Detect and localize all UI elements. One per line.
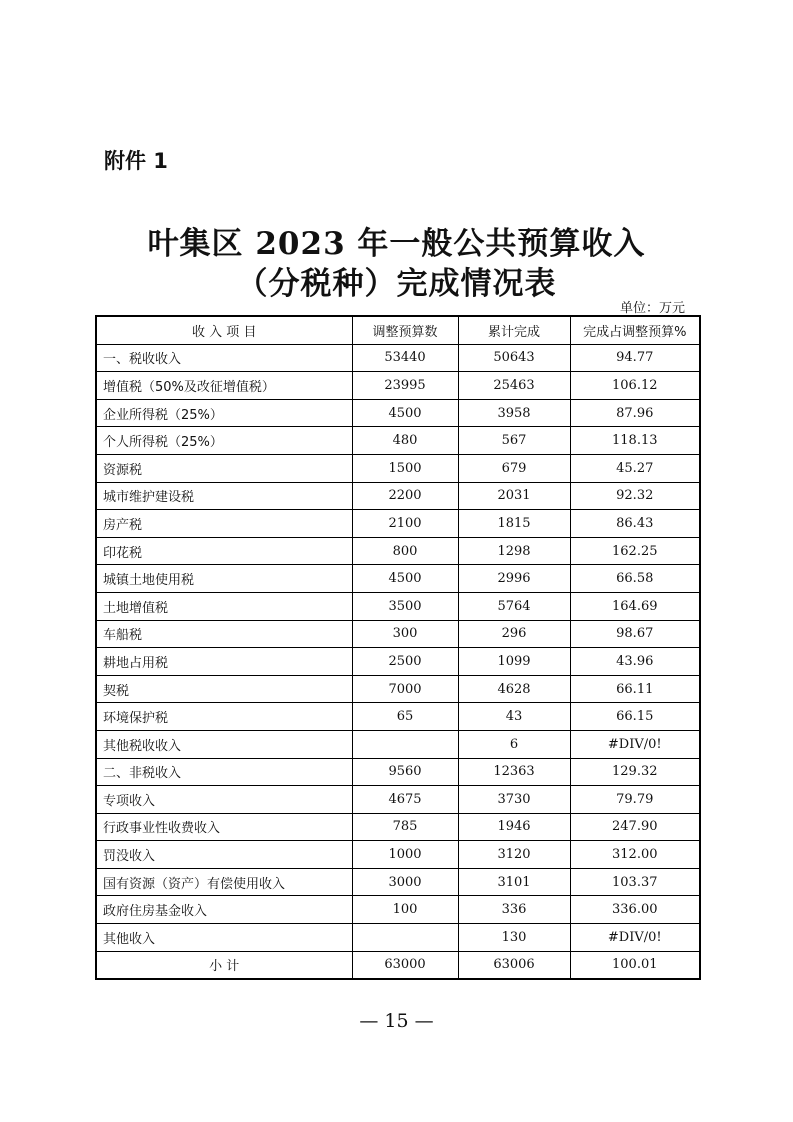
row-item-name: 资源税	[96, 454, 352, 482]
row-item-name: 个人所得税（25%）	[96, 427, 352, 455]
row-budget: 7000	[352, 675, 458, 703]
header-item: 收 入 项 目	[96, 316, 352, 344]
row-actual: 567	[458, 427, 570, 455]
row-item-name: 罚没收入	[96, 841, 352, 869]
row-actual: 679	[458, 454, 570, 482]
row-percent: #DIV/0!	[570, 924, 700, 952]
row-item-name: 二、非税收入	[96, 758, 352, 786]
row-percent: 92.32	[570, 482, 700, 510]
row-budget: 785	[352, 813, 458, 841]
row-actual: 12363	[458, 758, 570, 786]
row-percent: 103.37	[570, 868, 700, 896]
row-budget: 4675	[352, 786, 458, 814]
row-budget	[352, 730, 458, 758]
row-budget: 800	[352, 537, 458, 565]
row-item-name: 其他税收收入	[96, 730, 352, 758]
row-budget: 9560	[352, 758, 458, 786]
row-percent: 86.43	[570, 510, 700, 538]
row-item-name: 印花税	[96, 537, 352, 565]
row-actual: 3120	[458, 841, 570, 869]
table-row	[96, 813, 700, 841]
table-row	[96, 592, 700, 620]
row-percent: 129.32	[570, 758, 700, 786]
page-title: 叶集区 2023 年一般公共预算收入	[147, 226, 646, 262]
revenue-table	[95, 315, 701, 980]
row-percent: 43.96	[570, 648, 700, 676]
row-item-name: 耕地占用税	[96, 648, 352, 676]
row-actual: 1815	[458, 510, 570, 538]
row-actual: 25463	[458, 372, 570, 400]
row-budget: 2200	[352, 482, 458, 510]
row-item-name: 车船税	[96, 620, 352, 648]
row-percent: 94.77	[570, 344, 700, 372]
total-row	[96, 951, 700, 979]
row-actual: 5764	[458, 592, 570, 620]
row-budget: 65	[352, 703, 458, 731]
row-percent: 66.11	[570, 675, 700, 703]
row-budget: 480	[352, 427, 458, 455]
row-item-name: 增值税（50%及改征增值税）	[96, 372, 352, 400]
row-percent: 164.69	[570, 592, 700, 620]
row-actual: 50643	[458, 344, 570, 372]
table-row	[96, 896, 700, 924]
row-budget: 4500	[352, 565, 458, 593]
row-budget: 100	[352, 896, 458, 924]
table-row	[96, 510, 700, 538]
row-actual: 4628	[458, 675, 570, 703]
row-item-name: 专项收入	[96, 786, 352, 814]
row-percent: 66.15	[570, 703, 700, 731]
row-percent: 336.00	[570, 896, 700, 924]
row-budget: 4500	[352, 399, 458, 427]
row-percent: 79.79	[570, 786, 700, 814]
row-actual: 296	[458, 620, 570, 648]
unit-label: 单位：万元	[620, 301, 686, 316]
table-row	[96, 399, 700, 427]
table-row	[96, 454, 700, 482]
row-percent: 98.67	[570, 620, 700, 648]
row-budget: 53440	[352, 344, 458, 372]
row-item-name: 契税	[96, 675, 352, 703]
row-budget: 300	[352, 620, 458, 648]
page-subtitle: （分税种）完成情况表	[236, 266, 557, 302]
row-budget: 3000	[352, 868, 458, 896]
row-actual: 3101	[458, 868, 570, 896]
row-item-name: 环境保护税	[96, 703, 352, 731]
table-row	[96, 758, 700, 786]
total-budget: 63000	[352, 951, 458, 979]
table-row	[96, 372, 700, 400]
table-row	[96, 565, 700, 593]
page-number: — 15 —	[359, 1010, 434, 1032]
row-budget: 3500	[352, 592, 458, 620]
row-item-name: 城市维护建设税	[96, 482, 352, 510]
row-actual: 1099	[458, 648, 570, 676]
attachment-label: 附件 1	[104, 149, 168, 173]
row-item-name: 城镇土地使用税	[96, 565, 352, 593]
row-actual: 3730	[458, 786, 570, 814]
table-row	[96, 703, 700, 731]
row-item-name: 房产税	[96, 510, 352, 538]
table-row	[96, 427, 700, 455]
row-item-name: 一、税收收入	[96, 344, 352, 372]
row-item-name: 国有资源（资产）有偿使用收入	[96, 868, 352, 896]
row-actual: 1946	[458, 813, 570, 841]
row-percent: 247.90	[570, 813, 700, 841]
table-row	[96, 675, 700, 703]
row-actual: 130	[458, 924, 570, 952]
row-item-name: 其他收入	[96, 924, 352, 952]
row-budget: 23995	[352, 372, 458, 400]
row-actual: 43	[458, 703, 570, 731]
row-actual: 336	[458, 896, 570, 924]
row-percent: 162.25	[570, 537, 700, 565]
table-header-row	[96, 316, 700, 344]
table-row	[96, 648, 700, 676]
row-budget	[352, 924, 458, 952]
total-label: 小 计	[96, 951, 352, 979]
table-row	[96, 868, 700, 896]
total-percent: 100.01	[570, 951, 700, 979]
table-body	[96, 344, 700, 951]
row-actual: 3958	[458, 399, 570, 427]
header-budget: 调整预算数	[352, 316, 458, 344]
row-item-name: 土地增值税	[96, 592, 352, 620]
table-row	[96, 786, 700, 814]
header-percent: 完成占调整预算%	[570, 316, 700, 344]
table-row	[96, 924, 700, 952]
row-actual: 1298	[458, 537, 570, 565]
row-item-name: 行政事业性收费收入	[96, 813, 352, 841]
row-percent: 106.12	[570, 372, 700, 400]
table-row	[96, 730, 700, 758]
row-item-name: 政府住房基金收入	[96, 896, 352, 924]
table-row	[96, 841, 700, 869]
row-percent: 312.00	[570, 841, 700, 869]
row-actual: 2031	[458, 482, 570, 510]
table-row	[96, 620, 700, 648]
row-percent: 118.13	[570, 427, 700, 455]
row-budget: 1500	[352, 454, 458, 482]
row-actual: 6	[458, 730, 570, 758]
row-percent: #DIV/0!	[570, 730, 700, 758]
row-percent: 66.58	[570, 565, 700, 593]
header-actual: 累计完成	[458, 316, 570, 344]
row-budget: 2500	[352, 648, 458, 676]
row-percent: 87.96	[570, 399, 700, 427]
row-item-name: 企业所得税（25%）	[96, 399, 352, 427]
table-row	[96, 344, 700, 372]
total-actual: 63006	[458, 951, 570, 979]
row-budget: 2100	[352, 510, 458, 538]
table-row	[96, 482, 700, 510]
row-actual: 2996	[458, 565, 570, 593]
table-row	[96, 537, 700, 565]
row-budget: 1000	[352, 841, 458, 869]
row-percent: 45.27	[570, 454, 700, 482]
